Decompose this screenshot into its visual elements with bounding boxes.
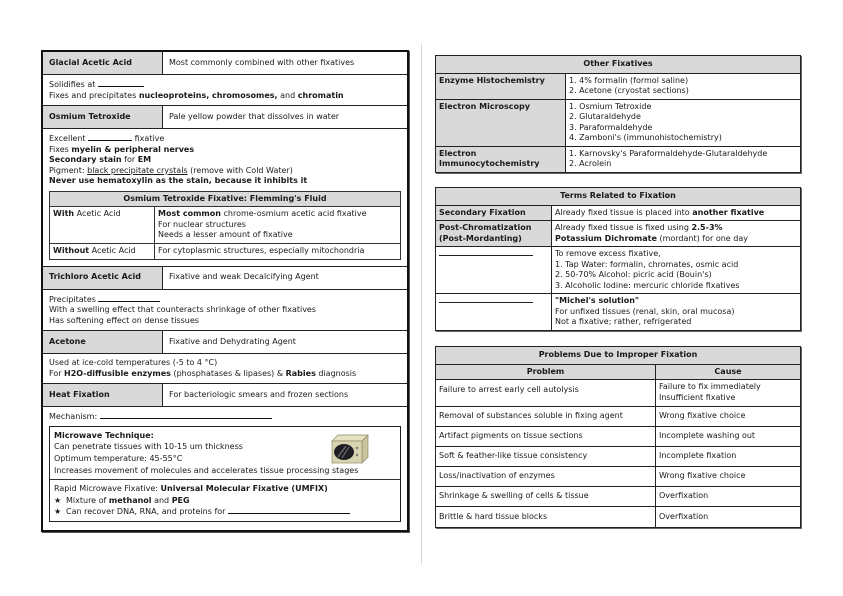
table-row	[436, 294, 800, 330]
table-title: Problems Due to Improper Fixation	[436, 347, 800, 365]
note-bold: Universal Molecular Fixative (UMFIX)	[160, 484, 328, 494]
trichloro-acetic-acid-notes	[43, 290, 407, 332]
other-fixatives-table	[435, 55, 801, 173]
note-text: fixative	[134, 134, 165, 144]
note-text: diagnosis	[318, 368, 357, 378]
column-header-cause: Cause	[656, 365, 800, 380]
note-text: Used at ice-cold temperatures (-5 to 4 °C)	[49, 358, 218, 368]
problem-cell: Soft & feather-like tissue consistency	[436, 447, 656, 466]
cause-cell: Wrong fixative choice	[656, 409, 800, 424]
row-value	[566, 100, 800, 146]
fixatives-left-panel	[41, 50, 409, 532]
fill-blank	[439, 249, 533, 256]
column-divider	[421, 44, 422, 564]
row-value: chrome-osmium acetic acid fixative	[223, 209, 367, 219]
fixative-name: Osmium Tetroxide	[43, 106, 163, 128]
note-underline: black precipitate crystals	[87, 165, 188, 175]
list-item: 1. Karnovsky's Paraformaldehyde-Glutaraldehyde	[569, 148, 768, 158]
list-item: To remove excess fixative,	[555, 249, 661, 259]
microwave-oven-icon	[330, 433, 370, 465]
fixative-name: Acetone	[43, 331, 163, 353]
list-item: 2. Acetone (cryostat sections)	[569, 86, 689, 96]
cause-line: Failure to fix immediately	[659, 382, 761, 392]
section-title: Microwave Technique:	[54, 430, 154, 440]
list-item: 3. Alcoholic Iodine: mercuric chloride fixatives	[555, 280, 740, 290]
list-item: 2. Acrolein	[569, 159, 612, 169]
table-row	[436, 221, 800, 247]
cause-cell: Overfixation	[656, 489, 800, 504]
fixative-description: Fixative and weak Decalcifying Agent	[163, 267, 407, 289]
flemming-row-with	[50, 207, 400, 244]
glacial-acetic-acid-header	[43, 52, 407, 75]
problem-cell: Artifact pigments on tissue sections	[436, 427, 656, 446]
table-row	[436, 247, 800, 294]
fill-blank	[228, 506, 350, 514]
row-value: For nuclear structures	[158, 219, 246, 229]
note-bold: PEG	[171, 495, 190, 505]
list-item: Not a fixative; rather, refrigerated	[555, 317, 692, 327]
list-item: 3. Paraformaldehyde	[569, 122, 653, 132]
row-bold: another fixative	[692, 207, 765, 217]
row-key: Acetic Acid	[91, 246, 136, 256]
fill-blank	[88, 133, 132, 141]
row-key: Electron Microscopy	[436, 100, 566, 146]
note-text: Mechanism:	[49, 412, 98, 422]
table-title: Other Fixatives	[436, 56, 800, 74]
table-row	[436, 407, 800, 427]
star-bullet-icon: ★	[54, 495, 62, 505]
note-text: Rapid Microwave Fixative:	[54, 484, 158, 494]
table-row	[436, 206, 800, 222]
problem-cell: Failure to arrest early cell autolysis	[436, 380, 656, 406]
row-bold: 2.5-3%	[691, 223, 723, 233]
table-title: Terms Related to Fixation	[436, 188, 800, 206]
note-text: Precipitates	[49, 294, 96, 304]
row-text: Already fixed tissue is fixed using	[555, 223, 689, 233]
row-key	[436, 221, 552, 246]
problems-table	[435, 346, 801, 528]
row-key-line: Post-Chromatization	[439, 223, 532, 233]
row-value	[552, 221, 800, 246]
fixative-description: Fixative and Dehydrating Agent	[163, 331, 407, 353]
row-key-line: Immunocytochemistry	[439, 159, 540, 169]
cause-cell: Incomplete washing out	[656, 429, 800, 444]
star-bullet-icon: ★	[54, 507, 62, 517]
fixative-name: Heat Fixation	[43, 384, 163, 406]
note-bold: Secondary stain	[49, 155, 122, 165]
note-text: With a swelling effect that counteracts shrinkage of other fixatives	[49, 305, 317, 315]
cause-cell: Incomplete fixation	[656, 449, 800, 464]
list-item: 1. Osmium Tetroxide	[569, 101, 652, 111]
row-bold: Potassium Dichromate	[555, 233, 657, 243]
fixative-description: For bacteriologic smears and frozen sections	[163, 384, 407, 406]
glacial-acetic-acid-notes	[43, 75, 407, 106]
rapid-microwave-section	[50, 480, 400, 521]
row-key-line: (Post-Mordanting)	[439, 233, 522, 243]
list-item: For unfixed tissues (renal, skin, oral mucosa)	[555, 306, 735, 316]
acetone-notes	[43, 354, 407, 384]
fixative-name: Glacial Acetic Acid	[43, 52, 163, 74]
microwave-technique-box	[49, 426, 401, 522]
row-key-blank	[436, 294, 552, 330]
table-row	[436, 100, 800, 147]
fill-blank	[98, 79, 144, 87]
note-text: Increases movement of molecules and accelerates tissue processing stages	[54, 465, 359, 475]
note-text: Solidifies at	[49, 80, 96, 89]
osmium-tetroxide-notes	[43, 129, 407, 266]
row-value: For cytoplasmic structures, especially mitochondria	[158, 246, 365, 256]
table-row	[436, 507, 800, 527]
cause-cell: Overfixation	[656, 510, 800, 525]
fill-blank	[100, 411, 272, 419]
problem-cell: Removal of substances soluble in fixing agent	[436, 407, 656, 426]
note-bold: EM	[137, 155, 152, 165]
note-text: Mixture of	[66, 495, 107, 505]
table-row	[436, 74, 800, 100]
row-text: Already fixed tissue is placed into	[555, 207, 690, 217]
table-row	[436, 147, 800, 172]
note-text: Excellent	[49, 134, 86, 144]
list-item: 1. Tap Water: formalin, chromates, osmic acid	[555, 259, 739, 269]
row-key-bold: With	[53, 209, 75, 219]
heat-fixation-notes	[43, 407, 407, 530]
list-item: 4. Zamboni's (immunohistochemistry)	[569, 133, 722, 143]
note-text: for	[124, 155, 136, 165]
row-key: Enzyme Histochemistry	[436, 74, 566, 99]
note-bold: methanol	[108, 495, 152, 505]
problem-cell: Shrinkage & swelling of cells & tissue	[436, 487, 656, 506]
list-item: 2. 50-70% Alcohol: picric acid (Bouin's)	[555, 270, 712, 280]
note-bold: nucleoproteins, chromosomes,	[138, 90, 278, 100]
fixative-description: Most commonly combined with other fixatives	[163, 52, 407, 74]
problem-cell: Brittle & hard tissue blocks	[436, 507, 656, 527]
note-bold: chromatin	[297, 90, 344, 100]
row-key	[436, 147, 566, 172]
note-text: Can penetrate tissues with 10-15 um thickness	[54, 442, 243, 452]
cause-cell: Wrong fixative choice	[656, 469, 800, 484]
row-value: Needs a lesser amount of fixative	[158, 230, 293, 240]
fixative-description: Pale yellow powder that dissolves in water	[163, 106, 407, 128]
note-text: Pigment:	[49, 165, 85, 175]
note-bold: H2O-diffusible enzymes	[64, 368, 171, 378]
list-item: 1. 4% formalin (formol saline)	[569, 75, 689, 85]
table-row	[436, 380, 800, 407]
note-text: Has softening effect on dense tissues	[49, 315, 199, 325]
row-value	[566, 74, 800, 99]
problem-cell: Loss/inactivation of enzymes	[436, 467, 656, 486]
note-text: and	[280, 90, 296, 100]
note-text: Fixes	[49, 144, 69, 154]
list-item: 2. Glutaraldehyde	[569, 112, 641, 122]
column-header-problem: Problem	[436, 365, 656, 380]
cause-line: Insufficient fixative	[659, 392, 736, 402]
heat-fixation-header	[43, 384, 407, 407]
note-text: For	[49, 368, 62, 378]
flemming-row-without	[50, 244, 400, 259]
trichloro-acetic-acid-header	[43, 267, 407, 290]
row-value	[552, 294, 800, 330]
microwave-technique-section	[50, 427, 400, 480]
note-text: Optimum temperature: 45-55°C	[54, 454, 183, 464]
note-text: Can recover DNA, RNA, and proteins for	[66, 507, 226, 517]
note-text: (remove with Cold Water)	[190, 165, 293, 175]
row-key: Secondary Fixation	[436, 206, 552, 221]
fill-blank	[98, 294, 160, 302]
note-warning: Never use hematoxylin as the stain, because it inhibits it	[49, 176, 308, 186]
row-value	[566, 147, 800, 172]
table-header-row	[436, 365, 800, 381]
row-text: (mordant) for one day	[659, 233, 748, 243]
row-key-line: Electron	[439, 148, 477, 158]
table-row	[436, 427, 800, 447]
row-key-bold: Without	[53, 246, 90, 256]
fill-blank	[439, 296, 533, 303]
flemming-fluid-table	[49, 191, 401, 260]
row-key-blank	[436, 247, 552, 293]
cause-cell	[656, 380, 800, 406]
flemming-title: Osmium Tetroxide Fixative: Flemming's Fluid	[50, 192, 400, 208]
note-text: Fixes and precipitates	[49, 90, 137, 100]
row-key: Acetic Acid	[76, 209, 121, 219]
row-value	[552, 206, 800, 221]
fixative-name: Trichloro Acetic Acid	[43, 267, 163, 289]
note-bold: Rabies	[285, 368, 316, 378]
note-text: (phosphatases & lipases) &	[173, 368, 284, 378]
note-bold: myelin & peripheral nerves	[71, 144, 195, 154]
row-bold: "Michel's solution"	[555, 296, 640, 306]
table-row	[436, 447, 800, 467]
osmium-tetroxide-header	[43, 106, 407, 129]
terms-table	[435, 187, 801, 331]
note-text: and	[154, 495, 170, 505]
row-value-bold: Most common	[158, 209, 221, 219]
acetone-header	[43, 331, 407, 354]
row-value	[552, 247, 800, 293]
table-row	[436, 467, 800, 487]
table-row	[436, 487, 800, 507]
